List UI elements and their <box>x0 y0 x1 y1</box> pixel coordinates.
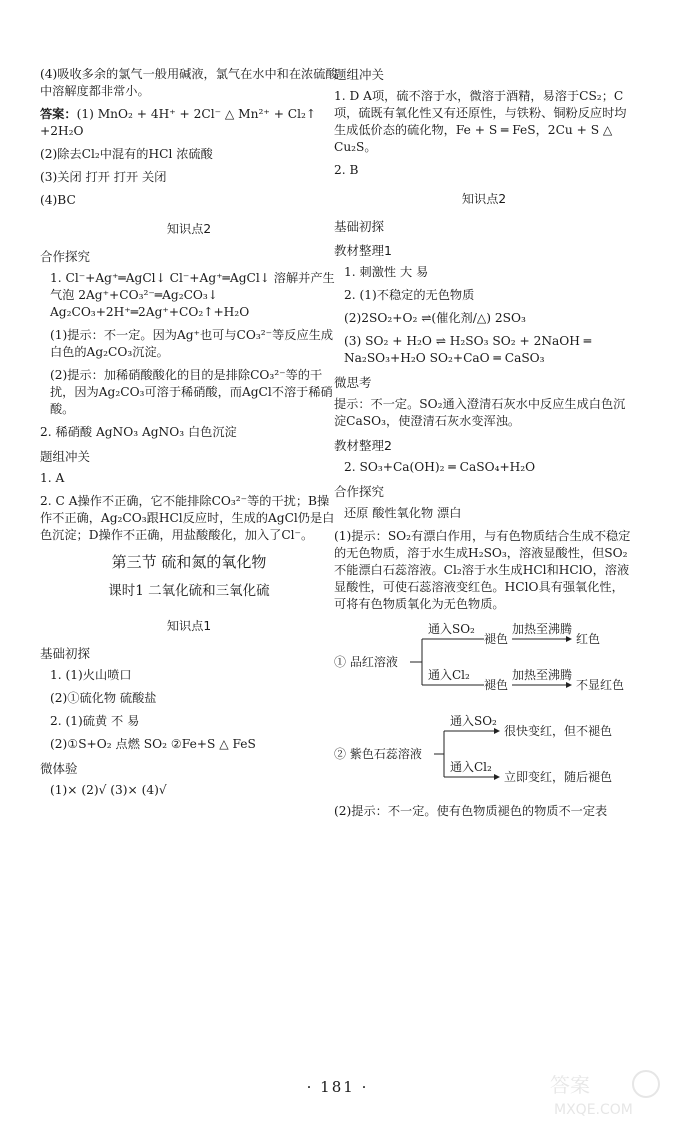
answer-4: (4)BC <box>40 193 76 207</box>
left-p1: (4)吸收多余的氯气一般用碱液，氯气在水中和在浓硫酸中溶解度都非常小。 <box>40 67 338 98</box>
micro-experience-heading: 微体验 <box>40 761 78 776</box>
page-number: · 181 · <box>306 1078 369 1096</box>
right-question-2: 2. B <box>334 163 359 177</box>
answer-label: 答案： <box>40 107 77 121</box>
right-question-1: 1. D A项，硫不溶于水，微溶于酒精，易溶于CS₂；C项，硫既有氧化性又有还原性，与铁粉、铜粉反应时均生成低价态的硫化物，Fe + S ═ FeS，2Cu + S △ Cu₂S。 <box>334 89 627 154</box>
diagram-2-top-end: 很快变红，但不褪色 <box>504 724 613 738</box>
coop-heading: 合作探究 <box>40 249 91 264</box>
textbook-summary-2-heading: 教材整理2 <box>334 438 392 453</box>
coop-1-hint-1: (1)提示：不一定。因为Ag⁺也可与CO₃²⁻等反应生成白色的Ag₂CO₃沉淀。 <box>50 328 334 359</box>
summary-1-item-4: (3) SO₂ + H₂O ⇌ H₂SO₃ SO₂ + 2NaOH ═ Na₂SO₃+H₂O SO₂+CaO ═ CaSO₃ <box>344 334 592 365</box>
coop-1-hint-2: (2)提示：加稀硝酸酸化的目的是排除CO₃²⁻等的干扰，因为Ag₂CO₃可溶于稀硝酸，而AgCl不溶于稀硝酸。 <box>50 368 333 416</box>
section-title: 第三节 硫和氮的氧化物 <box>111 553 267 571</box>
diagram-1-bottom-input: 通入Cl₂ <box>428 668 470 682</box>
right-coop-heading: 合作探究 <box>334 484 385 499</box>
micro-thinking-text: 提示：不一定。SO₂通入澄清石灰水中反应生成白色沉淀CaSO₃，使澄清石灰水变浑浊。 <box>334 397 626 428</box>
right-basics-heading: 基础初探 <box>334 219 385 234</box>
coop-hint-2: (2)提示：不一定。使有色物质褪色的物质不一定表 <box>334 804 608 818</box>
coop-keywords: 还原 酸性氧化物 漂白 <box>344 506 462 520</box>
diagram-1-top-input: 通入SO₂ <box>428 622 475 636</box>
basics-3: 2. (1)硫黄 不 易 <box>50 714 140 728</box>
micro-experience-answers: (1)× (2)√ (3)× (4)√ <box>50 783 167 797</box>
diagram-1-top-end: 红色 <box>576 632 601 646</box>
coop-hint-1: (1)提示：SO₂有漂白作用，与有色物质结合生成不稳定的无色物质，溶于水生成H₂SO₃，溶液显酸性，但SO₂不能漂白石蕊溶液。Cl₂溶于水生成HCl和HClO，溶液显酸性，可使石蕊溶液变红色。HClO具有强氧化性，可将有色物质氧化为无色物质。 <box>334 529 631 611</box>
right-knowledge-point-2-heading: 知识点2 <box>461 192 507 206</box>
diagram-2-label: ② 紫色石蕊溶液 <box>334 747 422 761</box>
diagram-magenta-solution <box>334 619 634 705</box>
question-group-heading: 题组冲关 <box>40 449 91 464</box>
diagram-1-top-heat: 加热至沸腾 <box>512 622 573 636</box>
summary-1-item-2: 2. (1)不稳定的无色物质 <box>344 288 475 302</box>
knowledge-point-2-heading: 知识点2 <box>166 222 212 236</box>
summary-2-item-1: 2. SO₃+Ca(OH)₂ ═ CaSO₄+H₂O <box>344 460 536 474</box>
knowledge-point-1-heading: 知识点1 <box>166 619 212 633</box>
diagram-litmus-solution <box>334 711 634 797</box>
summary-1-item-1: 1. 刺激性 大 易 <box>344 265 429 279</box>
question-1: 1. A <box>40 471 65 485</box>
answer-line-1 <box>40 106 338 140</box>
basics-2: (2)①硫化物 硫酸盐 <box>50 691 157 705</box>
svg-text:MXQE.COM: MXQE.COM <box>554 1102 633 1118</box>
coop-1: 1. Cl⁻+Ag⁺═AgCl↓ Cl⁻+Ag⁺═AgCl↓ 溶解并产生气泡 2Ag⁺+CO₃²⁻═Ag₂CO₃↓ Ag₂CO₃+2H⁺═2Ag⁺+CO₂↑+H₂O <box>50 271 335 319</box>
lesson-title: 课时1 二氧化硫和三氧化硫 <box>108 583 270 599</box>
watermark-logo <box>548 1068 666 1120</box>
diagram-1-bottom-result: 褪色 <box>484 678 509 692</box>
diagram-2-bottom-input: 通入Cl₂ <box>450 760 492 774</box>
question-2: 2. C A操作不正确，它不能排除CO₃²⁻等的干扰；B操作不正确，Ag₂CO₃跟HCl反应时，生成的AgCl仍是白色沉淀；D操作不正确，用盐酸酸化，加入了Cl⁻。 <box>40 494 335 542</box>
diagram-1-bottom-heat: 加热至沸腾 <box>512 668 573 682</box>
diagram-2-bottom-end: 立即变红，随后褪色 <box>504 770 613 784</box>
diagram-1-label: ① 品红溶液 <box>334 655 398 669</box>
answer-2: (2)除去Cl₂中混有的HCl 浓硫酸 <box>40 147 213 161</box>
summary-1-item-3: (2)2SO₂+O₂ ⇌(催化剂/△) 2SO₃ <box>344 311 526 325</box>
diagram-2-top-input: 通入SO₂ <box>450 714 497 728</box>
svg-text:答案: 答案 <box>550 1073 590 1097</box>
basics-4: (2)①S+O₂ 点燃 SO₂ ②Fe+S △ FeS <box>50 737 256 751</box>
answer-1: (1) MnO₂ + 4H⁺ + 2Cl⁻ △ Mn²⁺ + Cl₂↑ +2H₂O <box>40 107 317 138</box>
basics-heading: 基础初探 <box>40 646 91 661</box>
answer-3: (3)关闭 打开 打开 关闭 <box>40 170 167 184</box>
textbook-summary-1-heading: 教材整理1 <box>334 243 392 258</box>
right-column <box>334 66 634 826</box>
micro-thinking-heading: 微思考 <box>334 375 372 390</box>
basics-1: 1. (1)火山喷口 <box>50 668 132 682</box>
left-column <box>40 66 338 805</box>
right-question-group-heading: 题组冲关 <box>334 67 385 82</box>
diagram-1-top-result: 褪色 <box>484 632 509 646</box>
diagram-1-bottom-end: 不显红色 <box>576 678 625 692</box>
coop-2: 2. 稀硝酸 AgNO₃ AgNO₃ 白色沉淀 <box>40 425 237 439</box>
